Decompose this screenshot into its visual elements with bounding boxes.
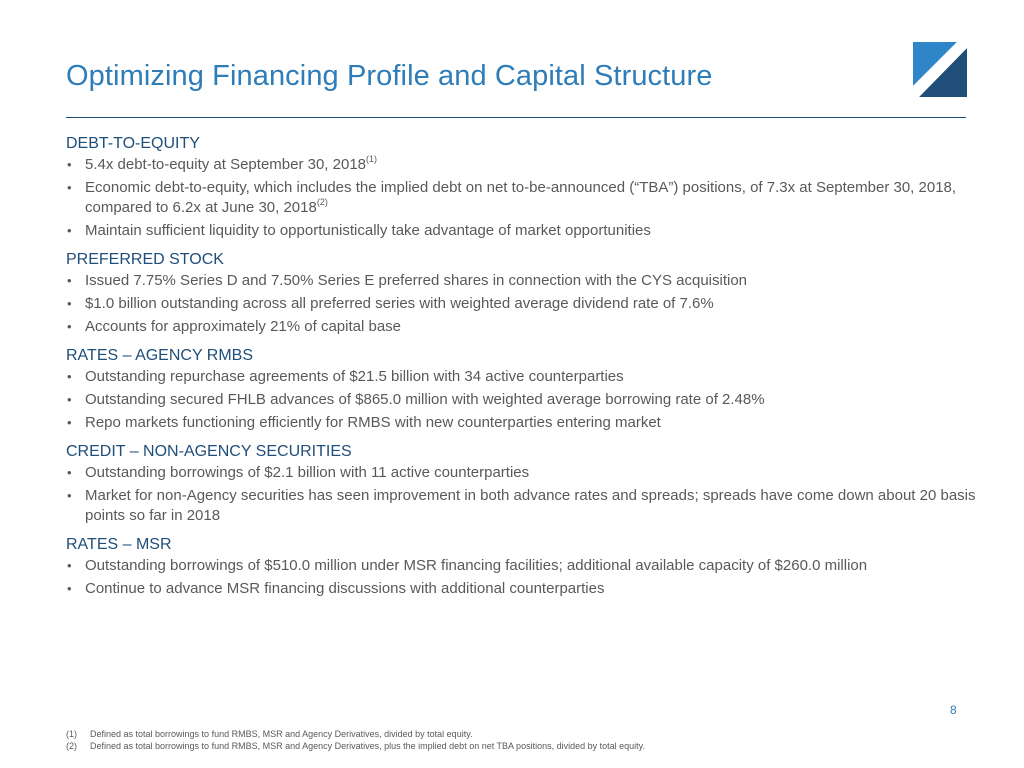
section (66, 346, 986, 433)
bullet-text: Continue to advance MSR financing discussions with additional counterparties (85, 580, 605, 597)
bullet-item (66, 271, 986, 291)
section-heading: PREFERRED STOCK (66, 251, 224, 268)
bullet-text: Maintain sufficient liquidity to opportunistically take advantage of market opportunities (85, 222, 651, 239)
bullet-text: Repo markets functioning efficiently for RMBS with new counterparties entering market (85, 414, 661, 431)
bullet-text: Outstanding repurchase agreements of $21.5 billion with 34 active counterparties (85, 368, 624, 385)
bullet-list (66, 271, 986, 337)
footnote (66, 740, 966, 752)
company-logo-icon (913, 42, 967, 97)
bullet-item (66, 317, 986, 337)
bullet-icon: • (67, 369, 72, 384)
footnote-mark: (2) (66, 741, 77, 751)
bullet-text: Market for non-Agency securities has seen improvement in both advance rates and spreads; spreads have come down about 20 basis points so far in 2018 (85, 487, 976, 524)
footnote (66, 728, 966, 740)
footnote-reference: (2) (316, 197, 328, 207)
bullet-icon: • (67, 465, 72, 480)
bullet-icon: • (67, 157, 72, 172)
bullet-icon: • (67, 488, 72, 503)
bullet-list (66, 155, 986, 241)
title-divider (66, 117, 966, 118)
footnote-text: Defined as total borrowings to fund RMBS, MSR and Agency Derivatives, divided by total equity. (90, 729, 473, 739)
section (66, 250, 986, 337)
section-heading: RATES – AGENCY RMBS (66, 347, 254, 364)
section (66, 442, 986, 526)
bullet-list (66, 463, 986, 526)
footnotes (66, 728, 966, 752)
bullet-item (66, 556, 986, 576)
bullet-item (66, 579, 986, 599)
bullet-icon: • (67, 558, 72, 573)
bullet-item (66, 221, 986, 241)
bullet-icon: • (67, 180, 72, 195)
footnote-reference: (1) (366, 154, 378, 164)
section-heading: RATES – MSR (66, 536, 172, 553)
section (66, 535, 986, 599)
footnote-mark: (1) (66, 729, 77, 739)
page-title: Optimizing Financing Profile and Capital Structure (66, 60, 713, 92)
bullet-item (66, 390, 986, 410)
bullet-item (66, 178, 986, 218)
bullet-text: Outstanding secured FHLB advances of $865.0 million with weighted average borrowing rate of 2.48% (85, 391, 765, 408)
bullet-text: Issued 7.75% Series D and 7.50% Series E preferred shares in connection with the CYS acquisition (85, 272, 748, 289)
bullet-item (66, 486, 986, 526)
bullet-item (66, 294, 986, 314)
bullet-list (66, 367, 986, 433)
bullet-text: Accounts for approximately 21% of capital base (85, 318, 402, 335)
bullet-icon: • (67, 273, 72, 288)
bullet-text: Outstanding borrowings of $2.1 billion with 11 active counterparties (85, 464, 530, 481)
bullet-icon: • (67, 296, 72, 311)
bullet-text: $1.0 billion outstanding across all preferred series with weighted average dividend rate of 7.6% (85, 295, 714, 312)
bullet-item (66, 413, 986, 433)
bullet-text: Outstanding borrowings of $510.0 million under MSR financing facilities; additional available capacity of $260.0 million (85, 557, 868, 574)
bullet-icon: • (67, 319, 72, 334)
bullet-text: Economic debt-to-equity, which includes the implied debt on net to-be-announced (“TBA”) positions, of 7.3x at September 30, 2018, compared to 6.2x at June 30, 2018 (85, 179, 957, 216)
content-area (66, 134, 986, 608)
bullet-item (66, 463, 986, 483)
section-heading: DEBT-TO-EQUITY (66, 135, 200, 152)
section (66, 134, 986, 241)
section-heading: CREDIT – NON-AGENCY SECURITIES (66, 443, 352, 460)
bullet-text: 5.4x debt-to-equity at September 30, 2018 (85, 156, 367, 173)
bullet-icon: • (67, 581, 72, 596)
bullet-list (66, 556, 986, 599)
bullet-icon: • (67, 415, 72, 430)
bullet-item (66, 367, 986, 387)
bullet-item (66, 155, 986, 175)
footnote-text: Defined as total borrowings to fund RMBS, MSR and Agency Derivatives, plus the implied debt on net TBA positions, divided by total equity. (90, 741, 645, 751)
bullet-icon: • (67, 392, 72, 407)
bullet-icon: • (67, 223, 72, 238)
page-number: 8 (950, 703, 957, 717)
